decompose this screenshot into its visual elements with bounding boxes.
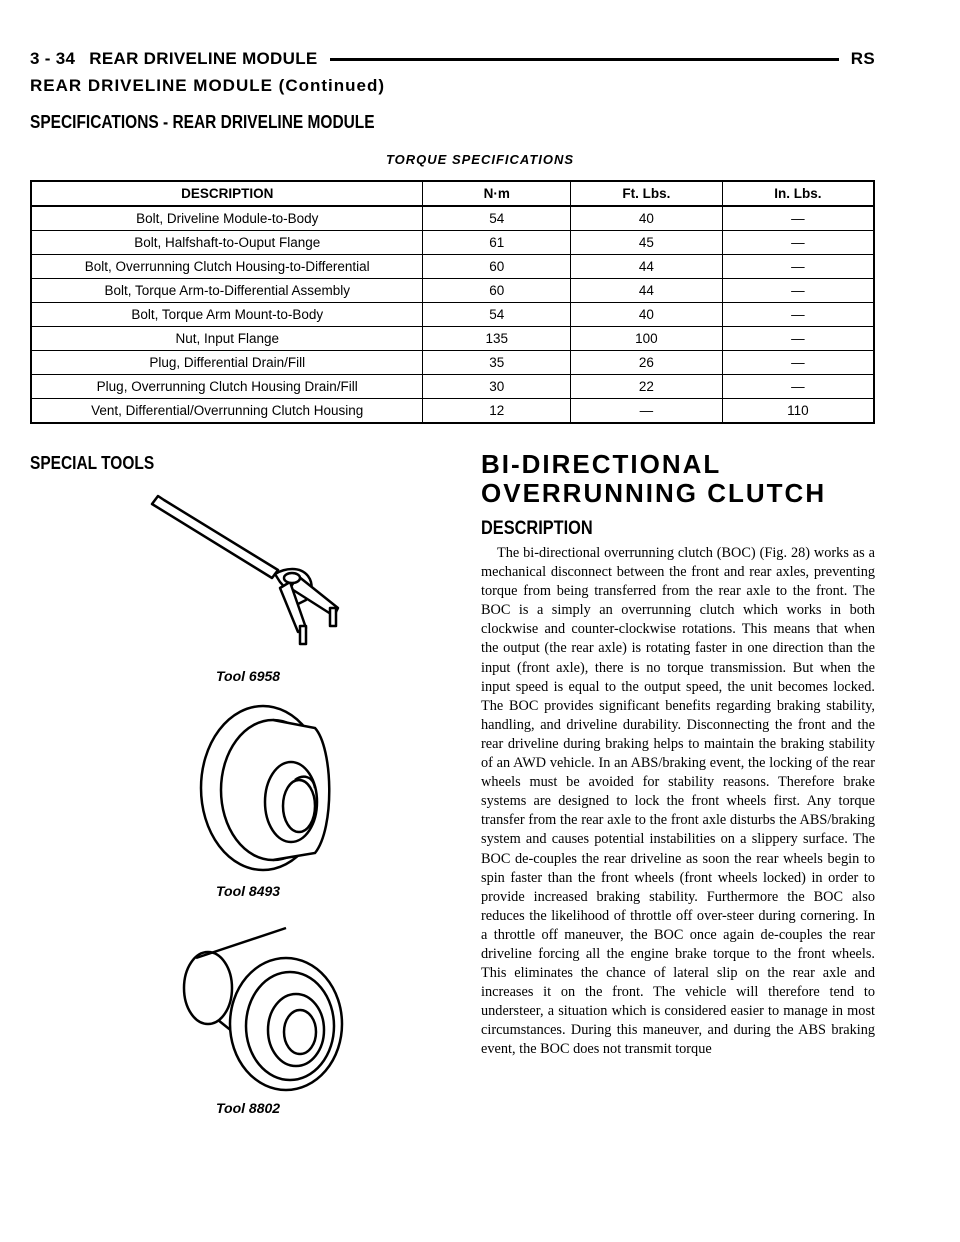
table-cell: Vent, Differential/Overrunning Clutch Housing xyxy=(31,399,423,424)
page-number: 3 - 34 xyxy=(30,49,76,68)
tool-label: Tool 6958 xyxy=(216,668,281,684)
table-cell: — xyxy=(722,279,874,303)
table-cell: — xyxy=(722,351,874,375)
table-cell: 30 xyxy=(423,375,571,399)
column-header: N·m xyxy=(423,181,571,206)
table-cell: 44 xyxy=(571,255,723,279)
table-row xyxy=(31,327,874,351)
table-row xyxy=(31,375,874,399)
table-row xyxy=(31,255,874,279)
table-cell: 40 xyxy=(571,303,723,327)
special-tools-heading: SPECIAL TOOLS xyxy=(30,453,155,473)
page-header xyxy=(30,46,875,72)
column-header: Ft. Lbs. xyxy=(571,181,723,206)
table-header-row xyxy=(31,181,874,206)
installer-cup-icon xyxy=(168,920,353,1095)
header-rule xyxy=(330,58,839,61)
table-cell: 40 xyxy=(571,206,723,231)
table-cell: 45 xyxy=(571,231,723,255)
table-cell: 60 xyxy=(423,279,571,303)
table-cell: 12 xyxy=(423,399,571,424)
table-cell: 35 xyxy=(423,351,571,375)
specifications-heading: SPECIFICATIONS - REAR DRIVELINE MODULE xyxy=(30,112,375,132)
table-row xyxy=(31,303,874,327)
table-caption: TORQUE SPECIFICATIONS xyxy=(385,152,575,167)
column-header: In. Lbs. xyxy=(722,181,874,206)
description-body: The bi-directional overrunning clutch (BOC) (Fig. 28) works as a mechanical disconnect between the front and rear axles, preventing torque from being transferred from the rear axle to the front. The BOC is a simply an overrunning clutch which works in both clockwise and counter-clockwise rotations. This means that when the output (the rear axle) is rotating faster in one direction than the input (front axle), there is no torque transmission. But when the input speed is equal to the output speed, the unit becomes locked. The BOC provides significant benefits regarding braking stability, handling, and driveline durability. Disconnecting the front and the rear driveline during braking helps to maintain the braking stability of an AWD vehicle. In an ABS/braking event, the locking of the rear wheels must be avoided for stability reasons. Therefore brake systems are designed to lock the front wheels first. Any torque transfer from the rear axle to the front axle disturbs the ABS/braking system and causes potential instabilities on a slippery surface. The BOC de-couples the rear driveline as soon the rear wheels begin to spin faster than the front wheels (front wheels locked) in order to provide increased braking stability. Furthermore the BOC also reduces the likelihood of throttle off over-steer during cornering. In a throttle off maneuver, the BOC once again de-couples the rear driveline forcing all the engine brake torque to the front wheels. This eliminates the chance of lateral slip on the rear axle and increases it on the front. The vehicle will therefore tend to understeer, a situation which is considered easier to manage in most circumstances. During this maneuver, and during the ABS braking event, the BOC does not transmit torque xyxy=(481,545,875,1058)
section-title: REAR DRIVELINE MODULE xyxy=(89,49,318,68)
table-row xyxy=(31,206,874,231)
seal-installer-icon xyxy=(195,698,340,873)
boc-heading xyxy=(481,450,881,508)
table-cell: Plug, Differential Drain/Fill xyxy=(31,351,423,375)
description-heading: DESCRIPTION xyxy=(481,518,593,539)
table-cell: 110 xyxy=(722,399,874,424)
table-cell: 22 xyxy=(571,375,723,399)
table-cell: 26 xyxy=(571,351,723,375)
column-header: DESCRIPTION xyxy=(31,181,423,206)
torque-table xyxy=(30,180,875,424)
table-cell: 54 xyxy=(423,303,571,327)
continued-heading: REAR DRIVELINE MODULE (Continued) xyxy=(30,76,386,95)
table-cell: Bolt, Torque Arm-to-Differential Assembly xyxy=(31,279,423,303)
tool-label: Tool 8802 xyxy=(216,1100,281,1116)
table-cell: — xyxy=(571,399,723,424)
table-cell: Nut, Input Flange xyxy=(31,327,423,351)
table-cell: 54 xyxy=(423,206,571,231)
table-cell: 135 xyxy=(423,327,571,351)
table-row xyxy=(31,279,874,303)
boc-heading-line: BI-DIRECTIONAL xyxy=(481,449,722,479)
table-cell: Bolt, Driveline Module-to-Body xyxy=(31,206,423,231)
table-cell: — xyxy=(722,231,874,255)
table-row xyxy=(31,399,874,424)
table-cell: 100 xyxy=(571,327,723,351)
table-row xyxy=(31,351,874,375)
boc-heading-line: OVERRUNNING CLUTCH xyxy=(481,478,827,508)
table-cell: Bolt, Torque Arm Mount-to-Body xyxy=(31,303,423,327)
table-cell: 44 xyxy=(571,279,723,303)
table-cell: — xyxy=(722,375,874,399)
table-cell: — xyxy=(722,327,874,351)
tool-label: Tool 8493 xyxy=(216,883,281,899)
table-cell: 61 xyxy=(423,231,571,255)
table-row xyxy=(31,231,874,255)
table-cell: Bolt, Halfshaft-to-Ouput Flange xyxy=(31,231,423,255)
table-cell: — xyxy=(722,206,874,231)
table-cell: — xyxy=(722,303,874,327)
table-cell: 60 xyxy=(423,255,571,279)
table-cell: Bolt, Overrunning Clutch Housing-to-Differential xyxy=(31,255,423,279)
section-code: RS xyxy=(850,49,875,68)
table-cell: Plug, Overrunning Clutch Housing Drain/Fill xyxy=(31,375,423,399)
table-cell: — xyxy=(722,255,874,279)
spanner-wrench-icon xyxy=(140,490,360,650)
